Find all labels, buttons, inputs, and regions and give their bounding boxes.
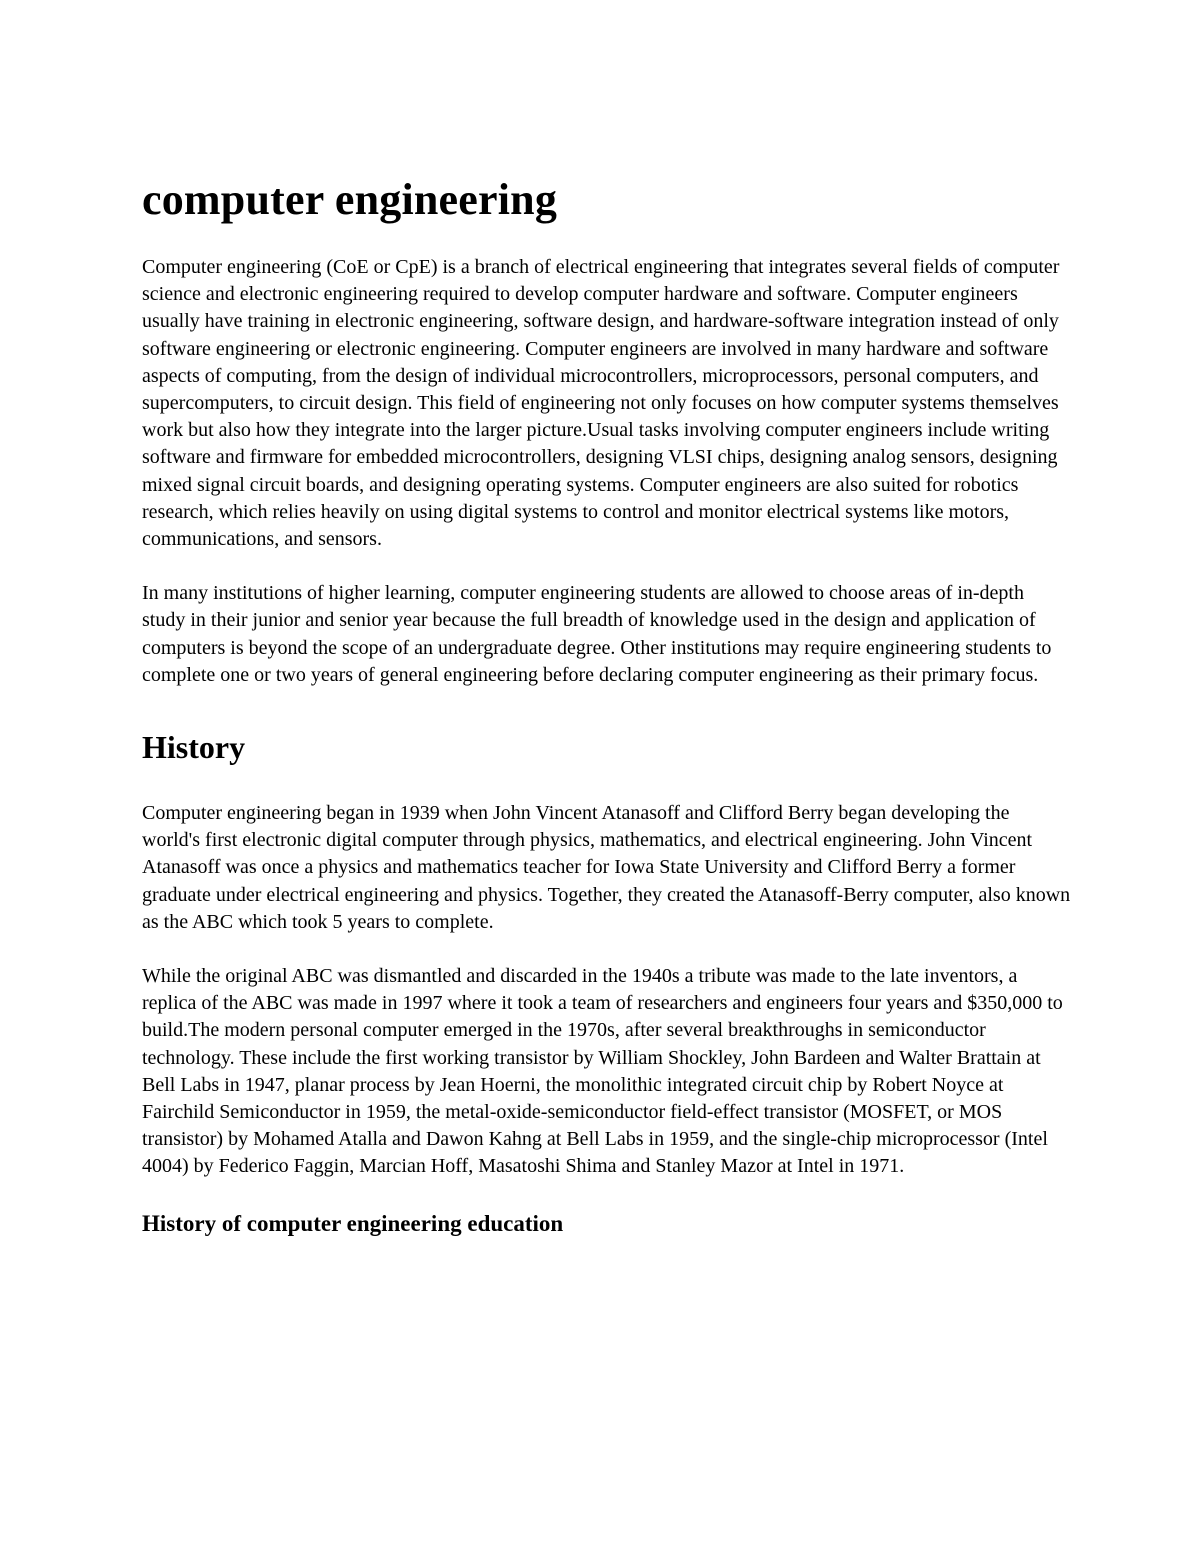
history-heading: History (142, 729, 246, 766)
history-paragraph-1: Computer engineering began in 1939 when John Vincent Atanasoff and Clifford Berry began developing the world's first electronic digital computer through physics, mathematics, and electrical engineering. John Vincent Atanasoff was once a physics and mathematics teacher for Iowa State University and Clifford Berry a former graduate under electrical engineering and physics. Together, they created the Atanasoff-Berry computer, also known as the ABC which took 5 years to complete. (142, 802, 1071, 933)
document-content (142, 172, 1072, 1239)
intro-paragraph-1: Computer engineering (CoE or CpE) is a branch of electrical engineering that integrates several fields of computer science and electronic engineering required to develop computer hardware and software. Computer engineers usually have training in electronic engineering, software design, and hardware-software integration instead of only software engineering or electronic engineering. Computer engineers are involved in many hardware and software aspects of computing, from the design of individual microcontrollers, microprocessors, personal computers, and supercomputers, to circuit design. This field of engineering not only focuses on how computer systems themselves work but also how they integrate into the larger picture.Usual tasks involving computer engineers include writing software and firmware for embedded microcontrollers, designing VLSI chips, designing analog sensors, designing mixed signal circuit boards, and designing operating systems. Computer engineers are also suited for robotics research, which relies heavily on using digital systems to control and monitor electrical systems like motors, communications, and sensors. (142, 256, 1060, 551)
document-title: computer engineering (142, 175, 558, 224)
intro-paragraph-2: In many institutions of higher learning, computer engineering students are allowed to choose areas of in-depth study in their junior and senior year because the full breadth of knowledge used in the design and application of computers is beyond the scope of an undergraduate degree. Other institutions may require engineering students to complete one or two years of general engineering before declaring computer engineering as their primary focus. (142, 582, 1052, 686)
education-history-heading: History of computer engineering education (142, 1210, 564, 1236)
history-paragraph-2: While the original ABC was dismantled and discarded in the 1940s a tribute was made to the late inventors, a replica of the ABC was made in 1997 where it took a team of researchers and engineers four years and $350,000 to build.The modern personal computer emerged in the 1970s, after several breakthroughs in semiconductor technology. These include the first working transistor by William Shockley, John Bardeen and Walter Brattain at Bell Labs in 1947, planar process by Jean Hoerni, the monolithic integrated circuit chip by Robert Noyce at Fairchild Semiconductor in 1959, the metal-oxide-semiconductor field-effect transistor (MOSFET, or MOS transistor) by Mohamed Atalla and Dawon Kahng at Bell Labs in 1959, and the single-chip microprocessor (Intel 4004) by Federico Faggin, Marcian Hoff, Masatoshi Shima and Stanley Mazor at Intel in 1971. (142, 965, 1063, 1178)
